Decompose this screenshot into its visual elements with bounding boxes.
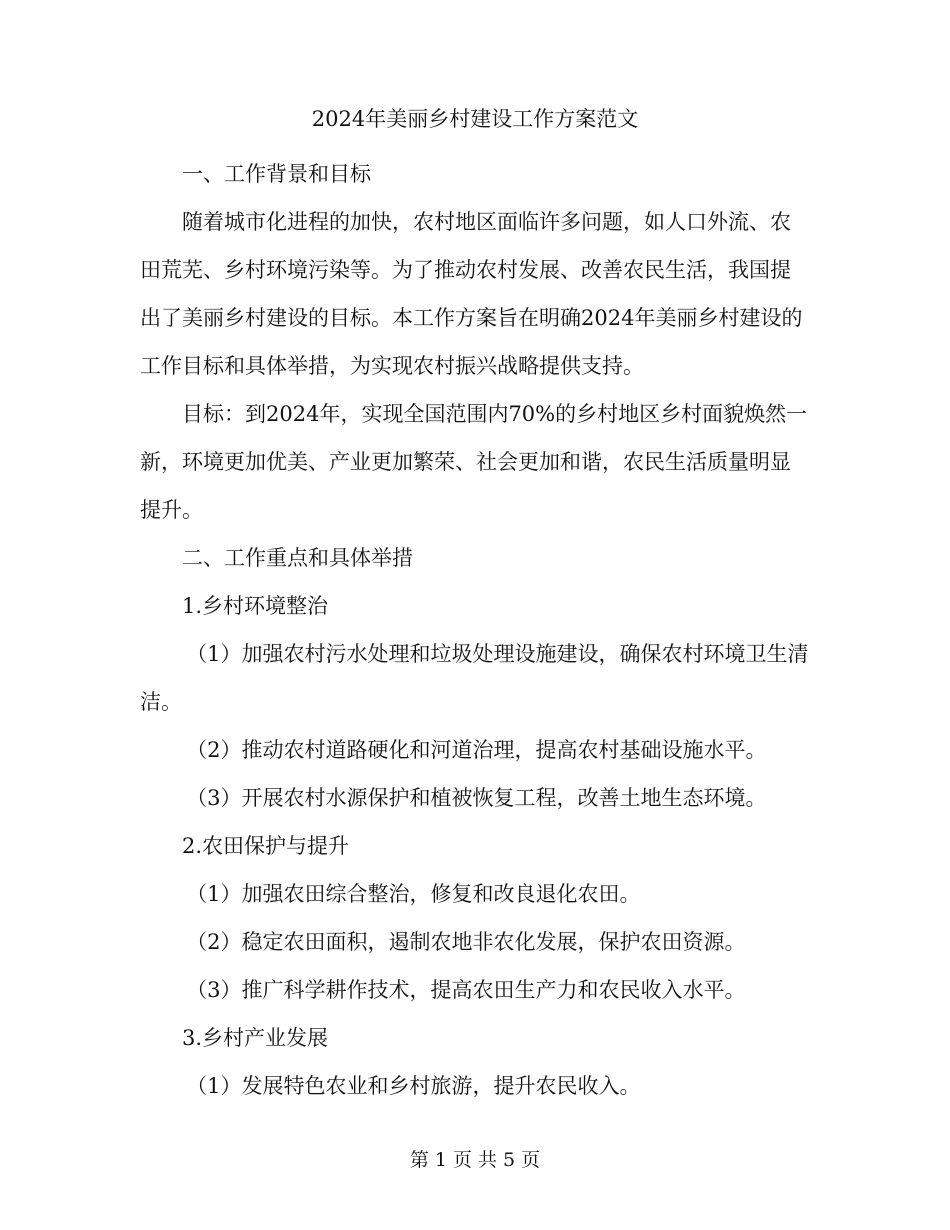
list-item: （3）推广科学耕作技术，提高农田生产力和农民收入水平。 [186,978,746,1002]
list-item: （1）发展特色农业和乡村旅游，提升农民收入。 [186,1074,641,1098]
document-body [140,150,810,1110]
list-item: （2）稳定农田面积，遏制农地非农化发展，保护农田资源。 [186,930,746,954]
document-title: 2024年美丽乡村建设工作方案范文 [311,107,639,131]
page-number-footer: 第 1 页 共 5 页 [409,1149,541,1171]
paragraph-goal: 目标：到2024年，实现全国范围内70%的乡村地区乡村面貌焕然一新，环境更加优美、产业更加繁荣、社会更加和谐，农民生活质量明显提升。 [140,402,808,522]
list-item: （2）推动农村道路硬化和河道治理，提高农村基础设施水平。 [186,738,767,762]
section-heading-background: 一、工作背景和目标 [182,162,371,186]
subheading-farmland: 2.农田保护与提升 [182,834,350,858]
list-item: （3）开展农村水源保护和植被恢复工程，改善土地生态环境。 [186,786,767,810]
list-item: （1）加强农村污水处理和垃圾处理设施建设，确保农村环境卫生清洁。 [140,642,809,714]
subheading-environment: 1.乡村环境整治 [182,594,329,618]
section-heading-focus: 二、工作重点和具体举措 [182,546,413,570]
subheading-industry: 3.乡村产业发展 [182,1026,329,1050]
paragraph-background: 随着城市化进程的加快，农村地区面临许多问题，如人口外流、农田荒芜、乡村环境污染等。为了推动农村发展、改善农民生活，我国提出了美丽乡村建设的目标。本工作方案旨在明确2024年美丽乡村建设的工作目标和具体举措，为实现农村振兴战略提供支持。 [140,210,803,378]
list-item: （1）加强农田综合整治，修复和改良退化农田。 [186,882,641,906]
